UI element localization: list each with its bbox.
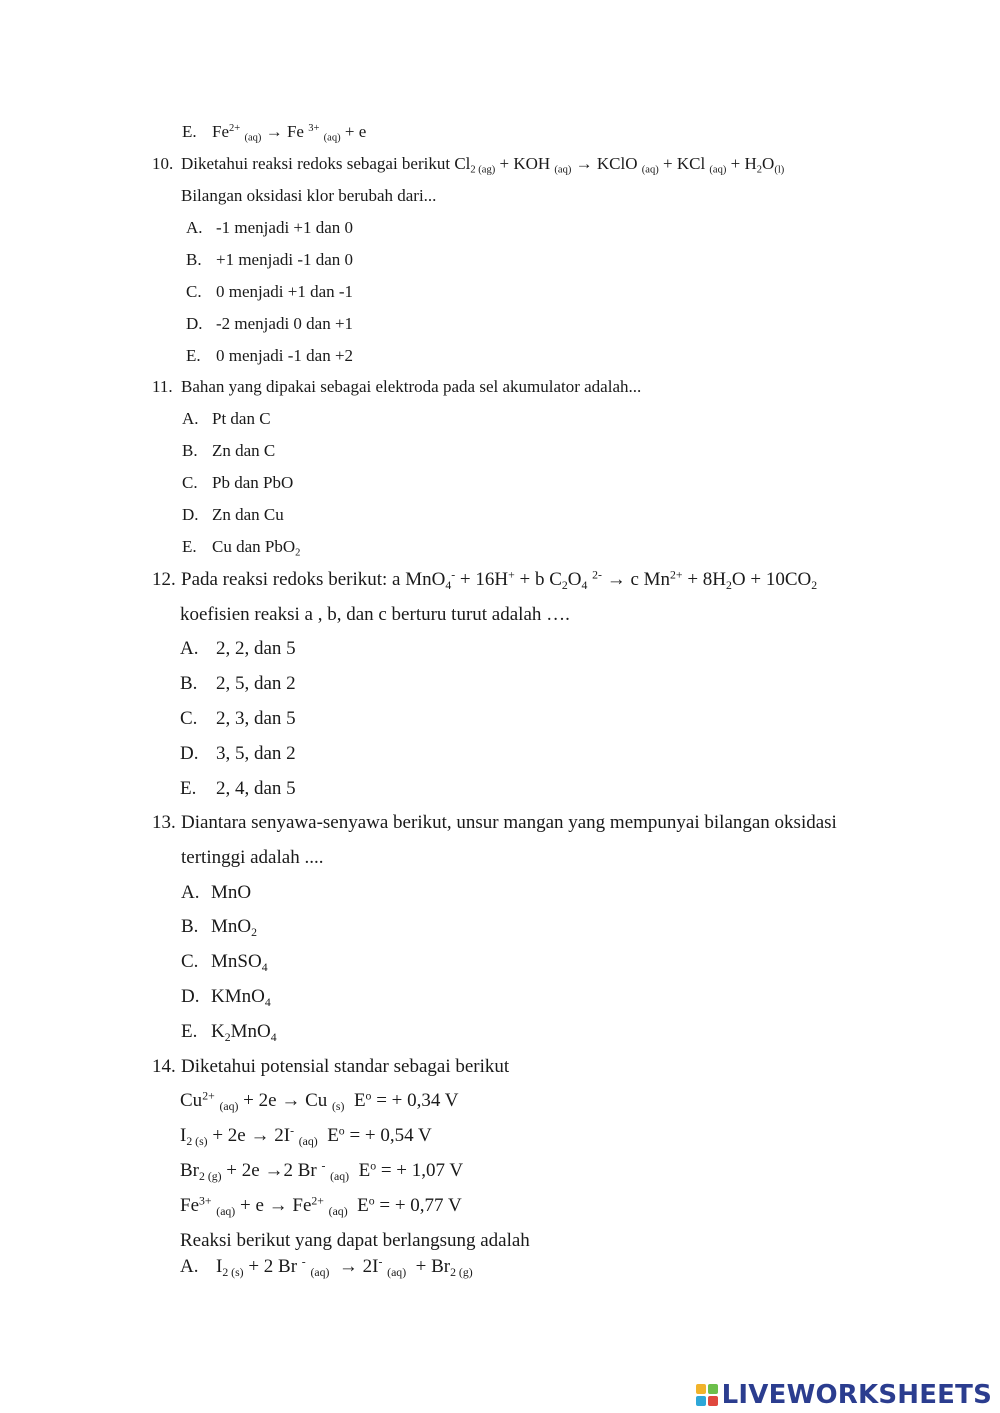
q11-option-b: B. Zn dan C xyxy=(182,441,276,460)
liveworksheets-logo-icon xyxy=(696,1384,718,1406)
q13-option-a: A. MnO xyxy=(181,882,252,903)
question-number: 13. xyxy=(152,812,176,833)
q10-option-d: D. -2 menjadi 0 dan +1 xyxy=(186,314,354,333)
q10-option-e: E. 0 menjadi -1 dan +2 xyxy=(186,346,354,365)
question-number: 12. xyxy=(152,569,176,590)
q12-option-d: D. 3, 5, dan 2 xyxy=(180,743,296,764)
q13-stem: 13. Diantara senyawa-senyawa berikut, unsur mangan yang mempunyai bilangan oksidasi xyxy=(152,812,837,833)
q9-option-e: E. $Fe^{2+}$ $_{(aq)}$ → Fe $^{3+}$ $_{(aq)}$ + e xyxy=(182,122,367,144)
q10-option-c: C. 0 menjadi +1 dan -1 xyxy=(186,282,354,301)
q13-option-d: D. KMnO$_4$ xyxy=(181,986,271,1010)
q11-option-d: D. Zn dan Cu xyxy=(182,505,284,524)
q12-stem-2: koefisien reaksi a , b, dan c berturu turut adalah …. xyxy=(180,604,570,625)
liveworksheets-wordmark: LIVEWORKSHEETS xyxy=(721,1380,992,1410)
q14-reaction-2: $I_{2 (s)} + 2e \to 2I^-$ $_{(aq)}$ $E^o$ = + 0,54 V xyxy=(180,1124,432,1149)
q12-option-c: C. 2, 3, dan 5 xyxy=(180,708,296,729)
q10-option-b: B. +1 menjadi -1 dan 0 xyxy=(186,250,354,269)
q12-option-e: E. 2, 4, dan 5 xyxy=(180,778,296,799)
q11-option-c: C. Pb dan PbO xyxy=(182,473,294,492)
q14-stem: 14. Diketahui potensial standar sebagai berikut xyxy=(152,1056,510,1077)
q12-option-a: A. 2, 2, dan 5 xyxy=(180,638,296,659)
q10-stem: 10. Diketahui reaksi redoks sebagai berikut $Cl_{2 (ag)}$ + KOH $_{(aq)}$ → KClO $_{(aq)}$ + KCl $_{(aq)} + H_2O_{(l)}$ xyxy=(152,154,785,176)
q13-option-e: E. $K_2MnO_4$ xyxy=(181,1021,277,1045)
q10-option-a: A. -1 menjadi +1 dan 0 xyxy=(186,218,354,237)
q12-stem: 12. Pada reaksi redoks berikut: a MnO$_4$- + 16H+ + b $C_2O_4$ $^{2-}$ → c $Mn^{2+} + 8H_2O + 10CO_2$ xyxy=(152,568,818,593)
q13-stem-2: tertinggi adalah .... xyxy=(181,847,324,868)
question-number: 11. xyxy=(152,377,173,396)
question-number: 14. xyxy=(152,1056,176,1077)
question-number: 10. xyxy=(152,154,174,173)
q14-reaction-4: $Fe^{3+}$ $_{(aq)} + e \to Fe^{2+}$ $_{(aq)}$ $E^o$ = + 0,77 V xyxy=(180,1194,462,1219)
q10-stem-2: Bilangan oksidasi klor berubah dari... xyxy=(181,186,437,205)
q11-stem: 11. Bahan yang dipakai sebagai elektroda pada sel akumulator adalah... xyxy=(152,377,642,396)
liveworksheets-logo xyxy=(696,1378,992,1412)
q14-reaction-3: $Br_{2 (g)} + 2e \to 2$ Br - $_{(aq)}$ $E^o$ = + 1,07 V xyxy=(180,1159,464,1184)
q13-option-b: B. MnO$_2$ xyxy=(181,916,258,940)
q14-option-a: A. $I_{2 (s)} + 2$ Br - $_{(aq)}$ → 2I- $_{(aq)} + Br_{2 (g)}$ xyxy=(180,1255,473,1280)
q11-option-e: E. Cu dan PbO$_2$ xyxy=(182,537,301,559)
q11-option-a: A. Pt dan C xyxy=(182,409,271,428)
q14-reaction-1: $Cu^{2+}$ $_{(aq)}$ + 2e → Cu $_{(s)}$ $E^o$ = + 0,34 V xyxy=(180,1089,459,1114)
q13-option-c: C. MnSO$_4$ xyxy=(181,951,268,975)
q14-stem-2: Reaksi berikut yang dapat berlangsung adalah xyxy=(180,1230,530,1251)
q12-option-b: B. 2, 5, dan 2 xyxy=(180,673,296,694)
